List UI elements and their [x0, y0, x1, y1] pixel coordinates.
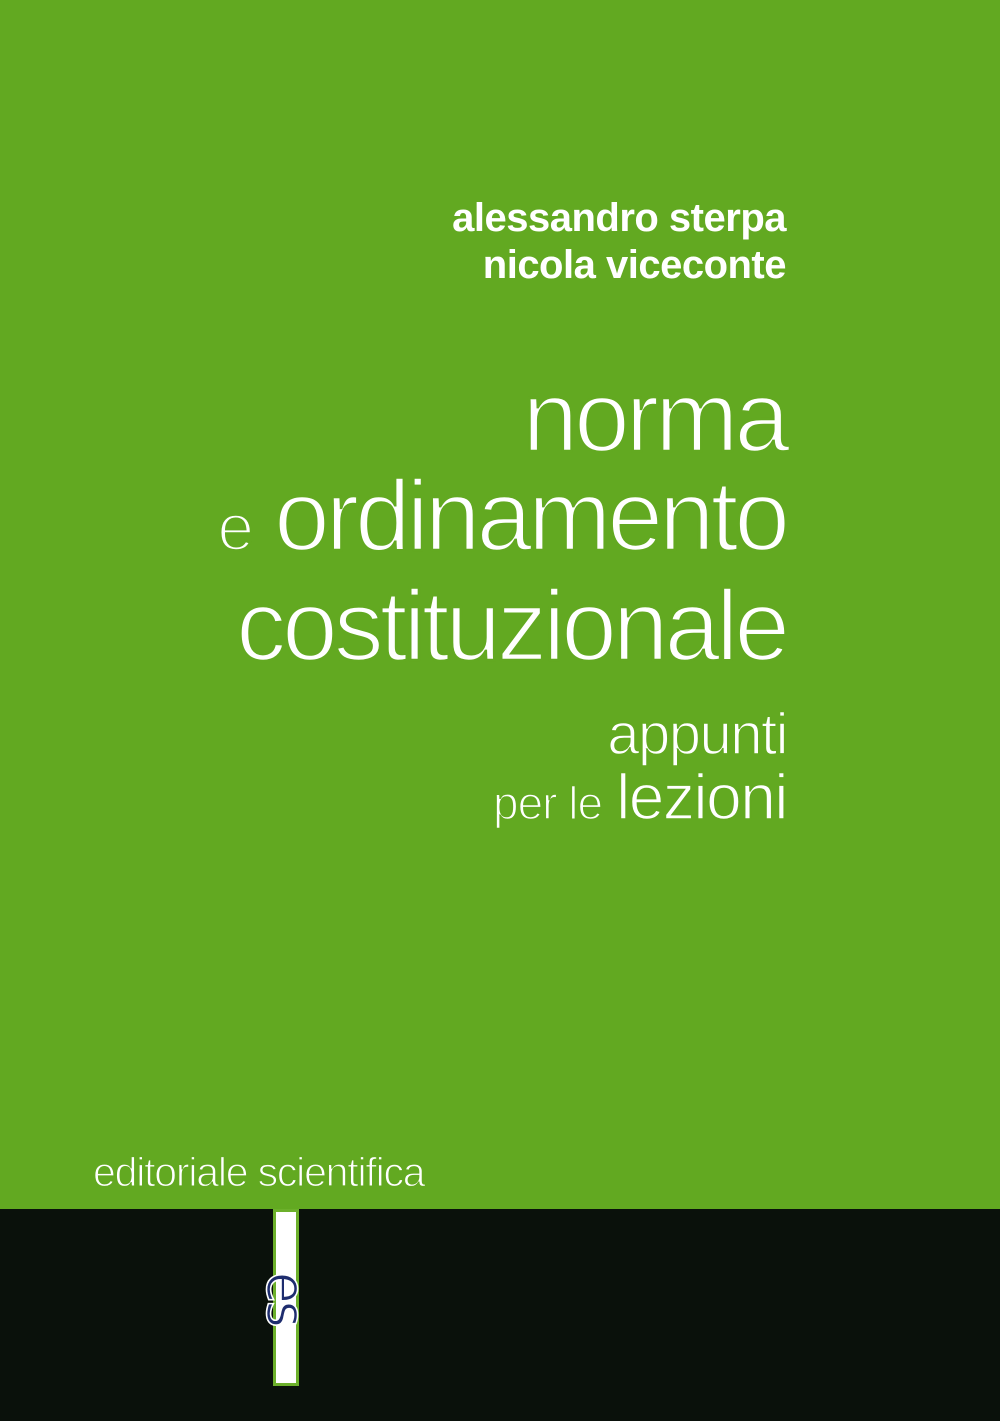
author-line-2: nicola viceconte: [482, 243, 786, 287]
title-word-ordinamento: ordinamento: [274, 460, 786, 572]
title-line-1: norma: [522, 361, 786, 473]
title-conjunction: e: [217, 490, 253, 564]
publisher-logo: [255, 1209, 318, 1386]
publisher-name: editoriale scientifica: [93, 1149, 425, 1195]
author-line-1: alessandro sterpa: [452, 196, 786, 240]
subtitle-line-1: appunti: [607, 702, 787, 767]
author-block: [452, 195, 786, 289]
subtitle-prefix: per le: [492, 777, 603, 829]
book-subtitle: [493, 704, 787, 834]
publisher-monogram: es: [255, 1270, 318, 1325]
subtitle-word-lezioni: lezioni: [616, 761, 787, 833]
book-title: [217, 361, 786, 682]
subtitle-line-2: [492, 761, 787, 834]
title-line-2: [217, 460, 786, 577]
title-line-3: costituzionale: [236, 570, 786, 682]
footer-bar: [0, 1209, 1000, 1421]
